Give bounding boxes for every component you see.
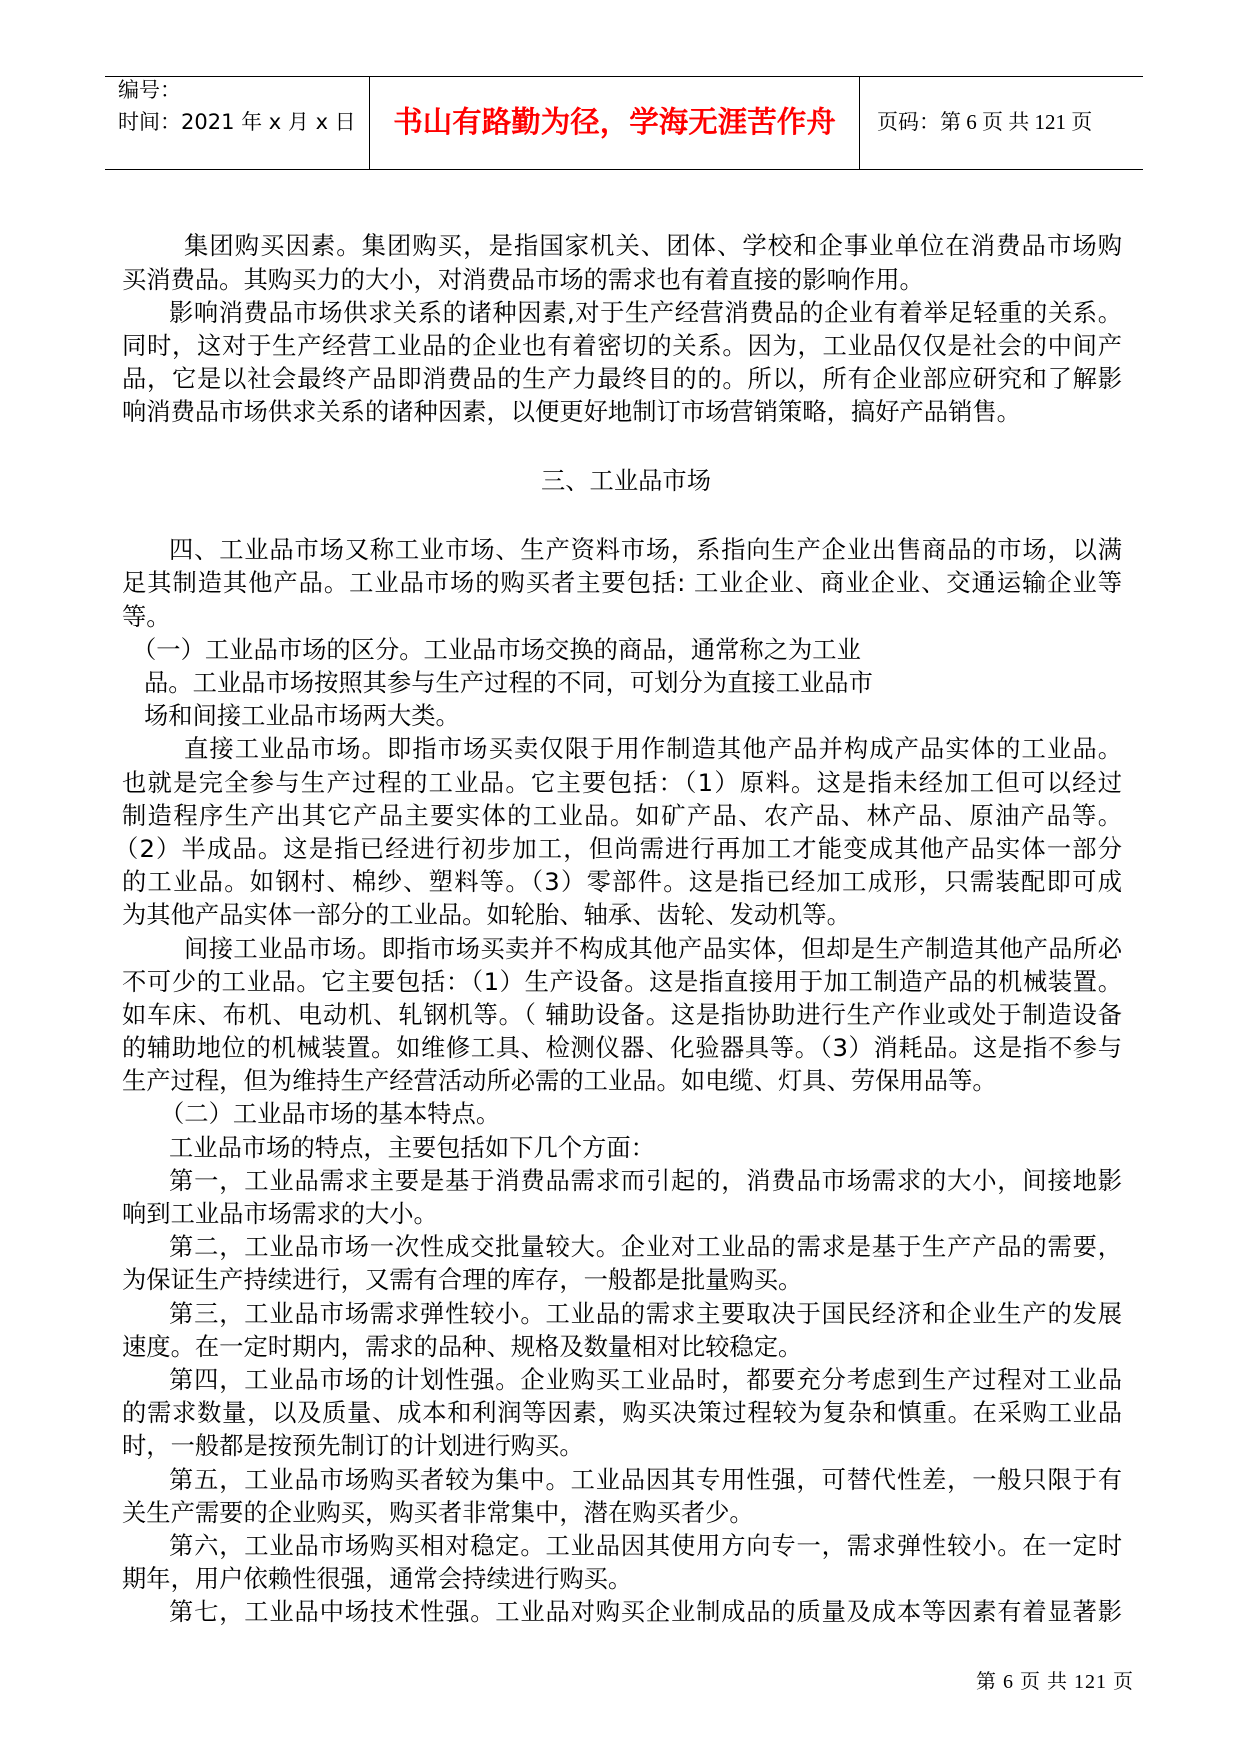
paragraph-line: 为保证生产持续进行，又需有合理的库存，一般都是批量购买。 — [122, 1265, 803, 1295]
paragraph — [122, 1529, 1122, 1595]
page-header — [105, 76, 1143, 170]
paragraph-line: 如车床、布机、电动机、轧钢机等。（ 辅助设备。这是指协助进行生产作业或处于制造设备 — [122, 999, 1122, 1029]
paragraph-line: 足其制造其他产品。工业品市场的购买者主要包括: 工业企业、商业企业、交通运输企业等 — [122, 568, 1122, 598]
paragraph-line: 速度。在一定时期内，需求的品种、规格及数量相对比较稳定。 — [122, 1331, 803, 1361]
paragraph-line: 也就是完全参与生产过程的工业品。它主要包括：（1）原料。这是指未经加工但可以经过 — [122, 767, 1122, 797]
paragraph-line: 第七，工业品中场技术性强。工业品对购买企业制成品的质量及成本等因素有着显著影 — [169, 1597, 1122, 1627]
document-body — [114, 229, 1122, 1628]
paragraph-line: 的辅助地位的机械装置。如维修工具、检测仪器、化验器具等。（3）消耗品。这是指不参与 — [122, 1033, 1122, 1063]
paragraph-line: 时，一般都是按预先制订的计划进行购买。 — [122, 1431, 584, 1461]
paragraph-line: 四、工业品市场又称工业市场、生产资料市场，系指向生产企业出售商品的市场，以满 — [169, 535, 1122, 565]
paragraph-line: 集团购买因素。集团购买，是指国家机关、团体、学校和企事业单位在消费品市场购 — [184, 231, 1122, 261]
paragraph-line: 间接工业品市场。即指市场买卖并不构成其他产品实体，但却是生产制造其他产品所必 — [184, 933, 1122, 963]
paragraph-line: 响到工业品市场需求的大小。 — [122, 1199, 438, 1229]
paragraph — [122, 633, 1122, 733]
paragraph-line: 品。工业品市场按照其参与生产过程的不同，可划分为直接工业品市 — [144, 668, 873, 698]
paragraph-line: 的工业品。如钢村、棉纱、塑料等。（3）零部件。这是指已经加工成形，只需装配即可成 — [122, 867, 1122, 897]
paragraph-line: 第四，工业品市场的计划性强。企业购买工业品时，都要充分考虑到生产过程对工业品 — [169, 1364, 1122, 1394]
paragraph — [122, 1097, 1122, 1130]
header-time-label: 时间：2021 年 x 月 x 日 — [118, 110, 356, 134]
paragraph-line: 第三，工业品市场需求弹性较小。工业品的需求主要取决于国民经济和企业生产的发展 — [169, 1298, 1122, 1328]
paragraph-line: 直接工业品市场。即指市场买卖仅限于用作制造其他产品并构成产品实体的工业品。 — [184, 734, 1122, 764]
paragraph-line: 生产过程，但为维持生产经营活动所必需的工业品。如电缆、灯具、劳保用品等。 — [122, 1066, 997, 1096]
paragraph-line: （一）工业品市场的区分。工业品市场交换的商品，通常称之为工业 — [132, 634, 861, 664]
paragraph-line: 第二，工业品市场一次性成交批量较大。企业对工业品的需求是基于生产产品的需要， — [169, 1232, 1122, 1262]
paragraph-line: 工业品市场的特点，主要包括如下几个方面： — [169, 1132, 655, 1162]
paragraph — [122, 932, 1122, 1098]
paragraph-line: 为其他产品实体一部分的工业品。如轮胎、轴承、齿轮、发动机等。 — [122, 900, 851, 930]
paragraph-line: （2）半成品。这是指已经进行初步加工，但尚需进行再加工才能变成其他产品实体一部分 — [114, 833, 1122, 863]
paragraph-line: 买消费品。其购买力的大小，对消费品市场的需求也有着直接的影响作用。 — [122, 264, 924, 294]
paragraph — [122, 1363, 1122, 1463]
paragraph-line: 场和间接工业品市场两大类。 — [144, 701, 460, 731]
paragraph — [122, 229, 1122, 295]
section-heading: 三、工业品市场 — [540, 466, 712, 496]
paragraph-line: 制造程序生产出其它产品主要实体的工业品。如矿产品、农产品、林产品、原油产品等。 — [122, 800, 1122, 830]
paragraph-line: 不可少的工业品。它主要包括：（1）生产设备。这是指直接用于加工制造产品的机械装置。 — [122, 966, 1122, 996]
paragraph-line: 影响消费品市场供求关系的诸种因素,对于生产经营消费品的企业有着举足轻重的关系。 — [169, 297, 1122, 327]
paragraph — [122, 1131, 1122, 1164]
footer-page-number: 第 6 页 共 121 页 — [976, 1671, 1134, 1693]
paragraph — [114, 732, 1122, 931]
paragraph — [122, 1595, 1122, 1628]
paragraph — [122, 533, 1122, 633]
paragraph-line: 期年，用户依赖性很强，通常会持续进行购买。 — [122, 1564, 633, 1594]
paragraph-line: 的需求数量，以及质量、成本和利润等因素，购买决策过程较为复杂和慎重。在采购工业品 — [122, 1398, 1122, 1428]
header-page-cell — [860, 77, 1143, 169]
paragraph-line: 第一，工业品需求主要是基于消费品需求而引起的，消费品市场需求的大小，间接地影 — [169, 1165, 1122, 1195]
paragraph-line: 等。 — [122, 601, 171, 631]
paragraph-line: 关生产需要的企业购买，购买者非常集中，潜在购买者少。 — [122, 1497, 754, 1527]
header-page-number: 页码：第 6 页 共 121 页 — [877, 110, 1093, 134]
paragraph-line: 第五，工业品市场购买者较为集中。工业品因其专用性强，可替代性差，一般只限于有 — [169, 1464, 1122, 1494]
paragraph-line: 品，它是以社会最终产品即消费品的生产力最终目的的。所以，所有企业部应研究和了解影 — [122, 364, 1122, 394]
header-number-label: 编号： — [118, 78, 181, 102]
paragraph — [122, 1297, 1122, 1363]
paragraph-line: 第六，工业品市场购买相对稳定。工业品因其使用方向专一，需求弹性较小。在一定时 — [169, 1530, 1122, 1560]
header-motto-cell — [370, 77, 860, 169]
paragraph — [122, 1164, 1122, 1230]
header-info-cell — [105, 77, 370, 169]
paragraph-line: 同时，这对于生产经营工业品的企业也有着密切的关系。因为，工业品仅仅是社会的中间产 — [122, 330, 1122, 360]
header-motto: 书山有路勤为径，学海无涯苦作舟 — [393, 105, 836, 139]
paragraph — [122, 1230, 1122, 1296]
paragraph — [122, 1463, 1122, 1529]
paragraph — [122, 296, 1122, 429]
paragraph-line: 响消费品市场供求关系的诸种因素，以便更好地制订市场营销策略，搞好产品销售。 — [122, 397, 1021, 427]
paragraph-line: （二）工业品市场的基本特点。 — [160, 1099, 501, 1129]
